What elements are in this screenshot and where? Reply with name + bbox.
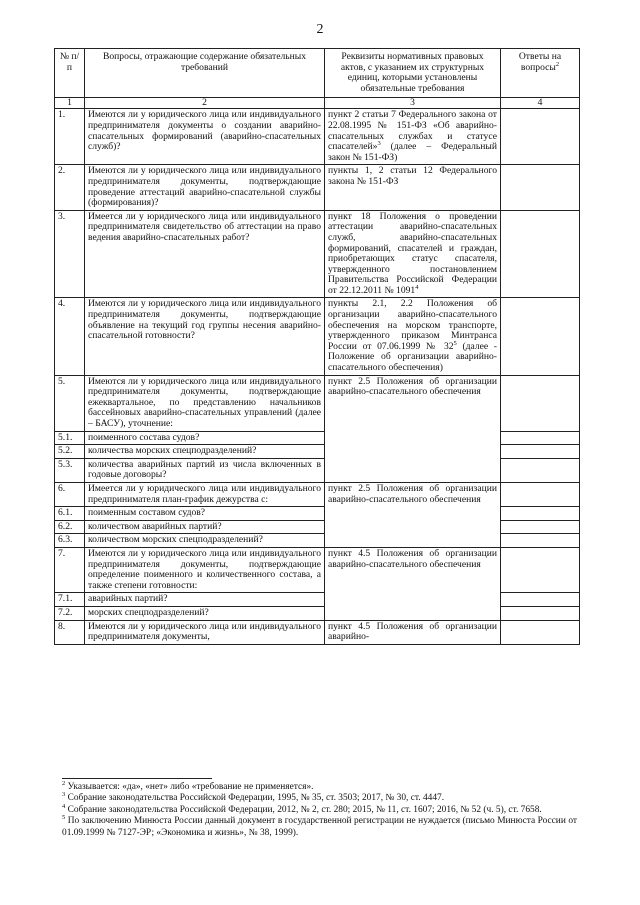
answer-cell[interactable]: [501, 620, 580, 644]
table-row: [55, 210, 580, 298]
subrow-number: 6.1.: [55, 507, 85, 521]
column-index: 1: [55, 98, 85, 109]
table-row: [55, 482, 580, 506]
table-subrow: [55, 520, 580, 534]
header-requisites: Реквизиты нормативных правовых актов, с указанием их структурных единиц, которыми установлены обязательные требования: [325, 49, 501, 98]
header-answers-label: Ответы на вопросы: [518, 51, 562, 73]
subrow-number: 7.2.: [55, 606, 85, 620]
requisites-text: пункт 2.5 Положения об организации аварийно-спасательного обеспечения: [328, 375, 497, 398]
subrow-number: 5.1.: [55, 431, 85, 445]
row-requisites: [325, 210, 501, 298]
table-row: [55, 298, 580, 375]
subrow-question: количества аварийных партий из числа включенных в годовые договоры?: [85, 458, 325, 482]
subrow-number: 6.2.: [55, 520, 85, 534]
requisites-footnote-mark: 4: [415, 283, 419, 291]
row-number: 1.: [55, 109, 85, 165]
page-number: 2: [316, 22, 324, 37]
subrow-number: 6.3.: [55, 534, 85, 548]
row-requisites: [325, 620, 501, 644]
footnote-mark: 2: [62, 779, 66, 787]
subrow-question: поименного состава судов?: [85, 431, 325, 445]
answer-cell[interactable]: [501, 593, 580, 607]
column-index: 4: [501, 98, 580, 109]
answer-cell[interactable]: [501, 431, 580, 445]
subrow-number: 5.3.: [55, 458, 85, 482]
subrow-question: морских спецподразделений?: [85, 606, 325, 620]
row-number: 7.: [55, 547, 85, 592]
subrow-number: 7.1.: [55, 593, 85, 607]
requisites-text: пункт 2 статьи 7 Федерального закона от 22.08.1995 № 151-ФЗ «Об аварийно-спасательных службах и статусе спасателей»: [328, 109, 497, 153]
header-answers: [501, 49, 580, 98]
answer-cell[interactable]: [501, 165, 580, 210]
table-subrow: [55, 445, 580, 459]
footnote-text: Собрание законодательства Российской Федерации, 2012, № 2, ст. 280; 2015, № 11, ст. 1607; 2016, № 52 (ч. 5), ст. 7658.: [65, 804, 542, 815]
requisites-text-tail: (далее – Федеральный закон № 151-ФЗ): [328, 141, 497, 163]
requisites-text: пункты 1, 2 статьи 12 Федерального закона № 151-ФЗ: [328, 165, 497, 187]
answer-cell[interactable]: [501, 109, 580, 165]
row-requisites: [325, 109, 501, 165]
table-row: [55, 375, 580, 431]
footnote-mark: 5: [62, 814, 66, 822]
row-number: 5.: [55, 375, 85, 431]
requirements-table: [54, 48, 580, 645]
column-index-row: [55, 98, 580, 109]
subrow-number: 5.2.: [55, 445, 85, 459]
table-row: [55, 165, 580, 210]
answer-cell[interactable]: [501, 606, 580, 620]
table-body: [55, 109, 580, 644]
footnote: [62, 816, 577, 839]
answer-cell[interactable]: [501, 445, 580, 459]
answer-cell[interactable]: [501, 375, 580, 431]
row-requisites: [325, 298, 501, 375]
footnote: [62, 779, 577, 793]
row-number: 4.: [55, 298, 85, 375]
row-number: 6.: [55, 482, 85, 506]
footnote-text: По заключению Минюста России данный документ в государственной регистрации не нуждается (письмо Минюста России от 01.09.1999 № 7127-ЭР; «Экономика и жизнь», № 38, 1999).: [62, 816, 577, 838]
row-requisites: [325, 165, 501, 210]
answer-cell[interactable]: [501, 210, 580, 298]
requisites-text: пункт 4.5 Положения об организации аварийно-: [328, 620, 497, 643]
answer-cell[interactable]: [501, 298, 580, 375]
table-row: [55, 547, 580, 592]
footnote-list: [62, 779, 577, 839]
row-question: Имеются ли у юридического лица или индивидуального предпринимателя документы, подтверждающие ежеквартальное, по представлению начальников бассейновых аварийно-спасательных управлений (далее – БАСУ), уточнение:: [85, 375, 325, 431]
answer-cell[interactable]: [501, 520, 580, 534]
table-row: [55, 109, 580, 165]
footnote-mark: 4: [62, 802, 66, 810]
row-number: 3.: [55, 210, 85, 298]
row-question: Имеются ли у юридического лица или индивидуального предпринимателя документы о создании аварийно-спасательных формирований (аварийно-спасательных служб)?: [85, 109, 325, 165]
footnote-text: Указывается: «да», «нет» либо «требование не применяется».: [65, 782, 314, 792]
answer-cell[interactable]: [501, 547, 580, 592]
requisites-text: пункт 18 Положения о проведении аттестации аварийно-спасательных служб, аварийно-спасательных формирований, спасателей и граждан, приобретающих статус спасателя, утвержденного постановлением Правительства Российской Федерации от 22.12.2011 № 1091: [328, 210, 497, 296]
header-questions: Вопросы, отражающие содержание обязательных требований: [85, 49, 325, 98]
footnote-text: Собрание законодательства Российской Федерации, 1995, № 35, ст. 3503; 2017, № 30, ст. 4447.: [65, 793, 445, 804]
requisites-footnote-mark: 3: [377, 139, 381, 147]
table-subrow: [55, 606, 580, 620]
answer-cell[interactable]: [501, 482, 580, 506]
subrow-question: поименным составом судов?: [85, 507, 325, 521]
answer-cell[interactable]: [501, 507, 580, 521]
table-header-row: [55, 49, 580, 98]
requisites-footnote-mark: 5: [453, 339, 457, 347]
table-subrow: [55, 593, 580, 607]
answer-cell[interactable]: [501, 534, 580, 548]
row-requisites: [325, 375, 501, 482]
requisites-text-tail: (далее - Положение об организации аварийно-спасательного обеспечения): [328, 340, 498, 374]
column-index: 3: [325, 98, 501, 109]
header-num: № п/п: [55, 49, 85, 98]
requisites-text: пункты 2.1, 2.2 Положения об организации аварийно-спасательного обеспечения на морском транспорте, утвержденного приказом Минтранса России от 07.06.1999 № 32: [328, 298, 497, 352]
header-answers-footnote-mark: 2: [555, 60, 560, 68]
table-subrow: [55, 431, 580, 445]
footnote-mark: 3: [62, 791, 66, 799]
row-question: Имеется ли у юридического лица или индивидуального предпринимателя план-график дежурства с:: [85, 482, 325, 506]
requisites-text: пункт 2.5 Положения об организации аварийно-спасательного обеспечения: [328, 482, 497, 505]
footnote: [62, 793, 577, 804]
subrow-question: аварийных партий?: [85, 593, 325, 607]
footnotes: [62, 778, 577, 839]
footnote-divider: [62, 778, 212, 779]
subrow-question: количеством морских спецподразделений?: [85, 534, 325, 548]
subrow-question: количеством аварийных партий?: [85, 520, 325, 534]
table-subrow: [55, 534, 580, 548]
footnote: [62, 802, 577, 816]
subrow-question: количества морских спецподразделений?: [85, 445, 325, 459]
table-subrow: [55, 458, 580, 482]
row-number: 2.: [55, 165, 85, 210]
column-index: 2: [85, 98, 325, 109]
row-question: Имеется ли у юридического лица или индивидуального предпринимателя свидетельство об аттестации на право ведения аварийно-спасательных работ?: [85, 210, 325, 298]
table-row: [55, 620, 580, 644]
row-question: Имеются ли у юридического лица или индивидуального предпринимателя документы, подтверждающие проведение аттестаций аварийно-спасательной службы (формирования)?: [85, 165, 325, 210]
row-question: Имеются ли у юридического лица или индивидуального предпринимателя документы,: [85, 620, 325, 644]
row-question: Имеются ли у юридического лица или индивидуального предпринимателя документы, подтверждающие объявление на текущий год группы несения аварийно-спасательной готовности?: [85, 298, 325, 375]
row-question: Имеются ли у юридического лица или индивидуального предпринимателя документы, подтверждающие определение поименного и количественного состава, а также степени готовности:: [85, 547, 325, 592]
row-requisites: [325, 547, 501, 620]
table-subrow: [55, 507, 580, 521]
requisites-text: пункт 4.5 Положения об организации аварийно-спасательного обеспечения: [328, 547, 497, 570]
row-requisites: [325, 482, 501, 547]
answer-cell[interactable]: [501, 458, 580, 482]
row-number: 8.: [55, 620, 85, 644]
